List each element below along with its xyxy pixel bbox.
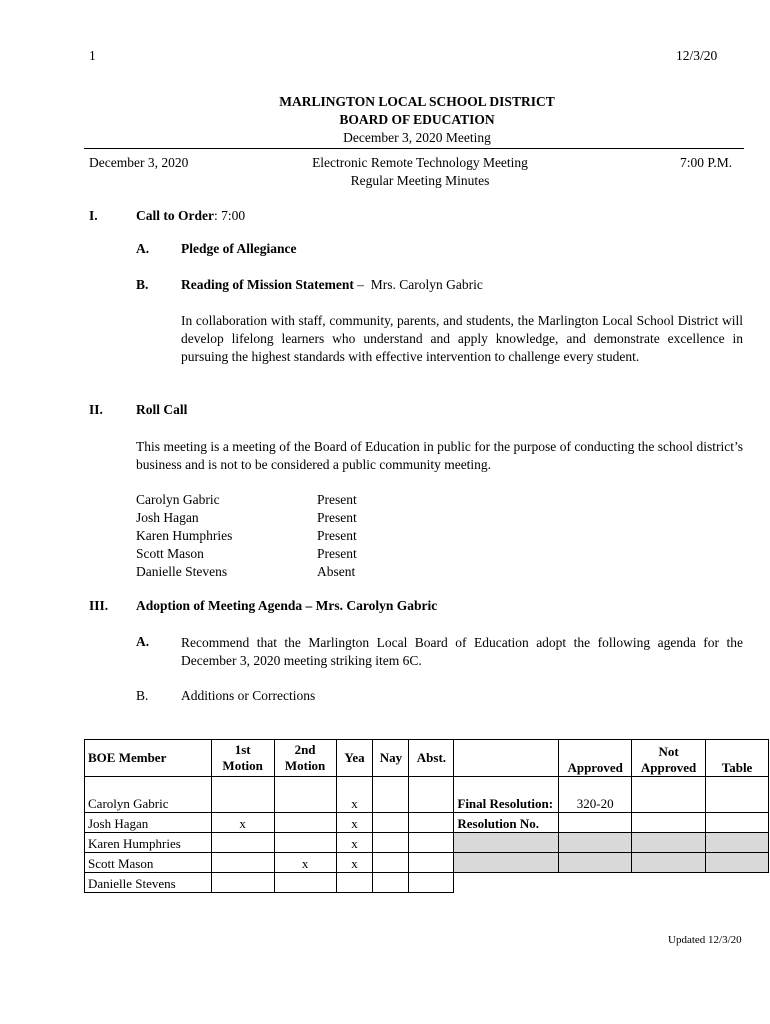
member-name: Danielle Stevens [136, 564, 228, 579]
yea-cell: x [336, 813, 373, 833]
shaded-cell [454, 853, 559, 873]
footer-updated: Updated 12/3/20 [668, 934, 742, 946]
call-to-order [136, 208, 245, 224]
empty-cell [559, 873, 632, 893]
title-divider [84, 148, 744, 149]
member-name: Scott Mason [136, 546, 204, 561]
board-title: BOARD OF EDUCATION [339, 112, 495, 127]
mission-heading [181, 277, 483, 293]
section-3-number: III. [89, 598, 109, 613]
roll-call-heading: Roll Call [136, 402, 188, 417]
second-motion-cell [274, 777, 336, 813]
shaded-cell [559, 853, 632, 873]
second-motion-cell [274, 813, 336, 833]
first-motion-cell: x [211, 813, 274, 833]
first-motion-cell [211, 873, 274, 893]
header-approved: Approved [559, 740, 632, 777]
meeting-date: December 3, 2020 [89, 155, 189, 170]
table-row [85, 853, 769, 873]
nay-cell [373, 833, 409, 853]
roll-call-row [136, 527, 357, 545]
meeting-title: December 3, 2020 Meeting [343, 130, 491, 145]
header-member: BOE Member [85, 740, 212, 777]
not-approved-cell [632, 813, 706, 833]
mission-heading-dash: – [353, 277, 371, 292]
mission-statement: In collaboration with staff, community, parents, and students, the Marlington Local School District will develop lifelong learners who understand and apply knowledge, and demonstrate excellence in pursuing the highest standards with effective intervention to challenge every student. [181, 313, 743, 364]
second-motion-cell: x [274, 853, 336, 873]
empty-cell [632, 873, 706, 893]
nay-cell [373, 777, 409, 813]
section-2-number: II. [89, 402, 103, 417]
vote-table-header [85, 740, 769, 777]
minutes-type: Regular Meeting Minutes [350, 173, 490, 188]
member-name: Josh Hagan [136, 510, 199, 525]
section-1-number: I. [89, 208, 98, 223]
header-table: Table [706, 740, 769, 777]
member-name: Karen Humphries [85, 833, 212, 853]
district-title: MARLINGTON LOCAL SCHOOL DISTRICT [279, 94, 555, 109]
member-name: Carolyn Gabric [85, 777, 212, 813]
header-not-approved: Not Approved [632, 740, 706, 777]
abstain-cell [409, 873, 454, 893]
member-name: Josh Hagan [85, 813, 212, 833]
additions-corrections: Additions or Corrections [181, 688, 316, 703]
header-abstain: Abst. [409, 740, 454, 777]
not-approved-cell [632, 777, 706, 813]
item-3b-letter: B. [136, 688, 149, 703]
first-motion-cell [211, 833, 274, 853]
abstain-cell [409, 853, 454, 873]
shaded-cell [454, 833, 559, 853]
table-cell [706, 777, 769, 813]
attendance-status: Present [317, 492, 357, 507]
final-resolution-label: Final Resolution: [454, 777, 559, 813]
table-row [85, 833, 769, 853]
item-b-letter: B. [136, 277, 149, 292]
roll-call-row [136, 509, 357, 527]
header-blank [454, 740, 559, 777]
final-resolution-value: 320-20 [559, 777, 632, 813]
agenda-heading: Adoption of Meeting Agenda – Mrs. Carolyn Gabric [136, 598, 438, 613]
roll-call-list [136, 491, 357, 581]
abstain-cell [409, 833, 454, 853]
shaded-cell [632, 833, 706, 853]
second-motion-cell [274, 873, 336, 893]
member-name: Carolyn Gabric [136, 492, 220, 507]
item-a-letter: A. [136, 241, 150, 256]
mission-heading-label: Reading of Mission Statement [181, 277, 354, 292]
nay-cell [373, 813, 409, 833]
resolution-no-value [559, 813, 632, 833]
attendance-status: Absent [317, 564, 356, 579]
first-motion-cell [211, 777, 274, 813]
nay-cell [373, 873, 409, 893]
resolution-no-label: Resolution No. [454, 813, 559, 833]
attendance-status: Present [317, 510, 357, 525]
shaded-cell [706, 853, 769, 873]
call-to-order-label: Call to Order [136, 208, 214, 223]
mission-presenter: Mrs. Carolyn Gabric [370, 277, 483, 292]
member-name: Karen Humphries [136, 528, 233, 543]
attendance-status: Present [317, 546, 357, 561]
pledge-heading: Pledge of Allegiance [181, 241, 297, 256]
public-meeting-statement: This meeting is a meeting of the Board of Education in public for the purpose of conducting the school district’s business and is not to be considered a public community meeting. [136, 439, 743, 472]
header-first-motion: 1st Motion [211, 740, 274, 777]
page-number: 1 [89, 48, 96, 63]
member-name: Danielle Stevens [85, 873, 212, 893]
yea-cell [336, 873, 373, 893]
empty-cell [454, 873, 559, 893]
abstain-cell [409, 813, 454, 833]
roll-call-row [136, 545, 357, 563]
header-date: 12/3/20 [676, 48, 718, 63]
table-row [85, 777, 769, 813]
attendance-status: Present [317, 528, 357, 543]
roll-call-row [136, 491, 357, 509]
shaded-cell [632, 853, 706, 873]
call-to-order-time: : 7:00 [213, 208, 246, 223]
meeting-time: 7:00 P.M. [680, 155, 733, 170]
first-motion-cell [211, 853, 274, 873]
agenda-recommendation: Recommend that the Marlington Local Board of Education adopt the following agenda for the December 3, 2020 meeting striking item 6C. [181, 635, 743, 668]
vote-table [84, 739, 769, 893]
nay-cell [373, 853, 409, 873]
header-nay: Nay [373, 740, 409, 777]
yea-cell: x [336, 777, 373, 813]
table-cell [706, 813, 769, 833]
member-name: Scott Mason [85, 853, 212, 873]
table-row [85, 813, 769, 833]
yea-cell: x [336, 833, 373, 853]
abstain-cell [409, 777, 454, 813]
second-motion-cell [274, 833, 336, 853]
roll-call-row [136, 563, 357, 581]
shaded-cell [706, 833, 769, 853]
yea-cell: x [336, 853, 373, 873]
header-second-motion: 2nd Motion [274, 740, 336, 777]
meeting-type: Electronic Remote Technology Meeting [312, 155, 528, 170]
header-yea: Yea [336, 740, 373, 777]
empty-cell [706, 873, 769, 893]
table-row [85, 873, 769, 893]
item-3a-letter: A. [136, 634, 150, 649]
shaded-cell [559, 833, 632, 853]
